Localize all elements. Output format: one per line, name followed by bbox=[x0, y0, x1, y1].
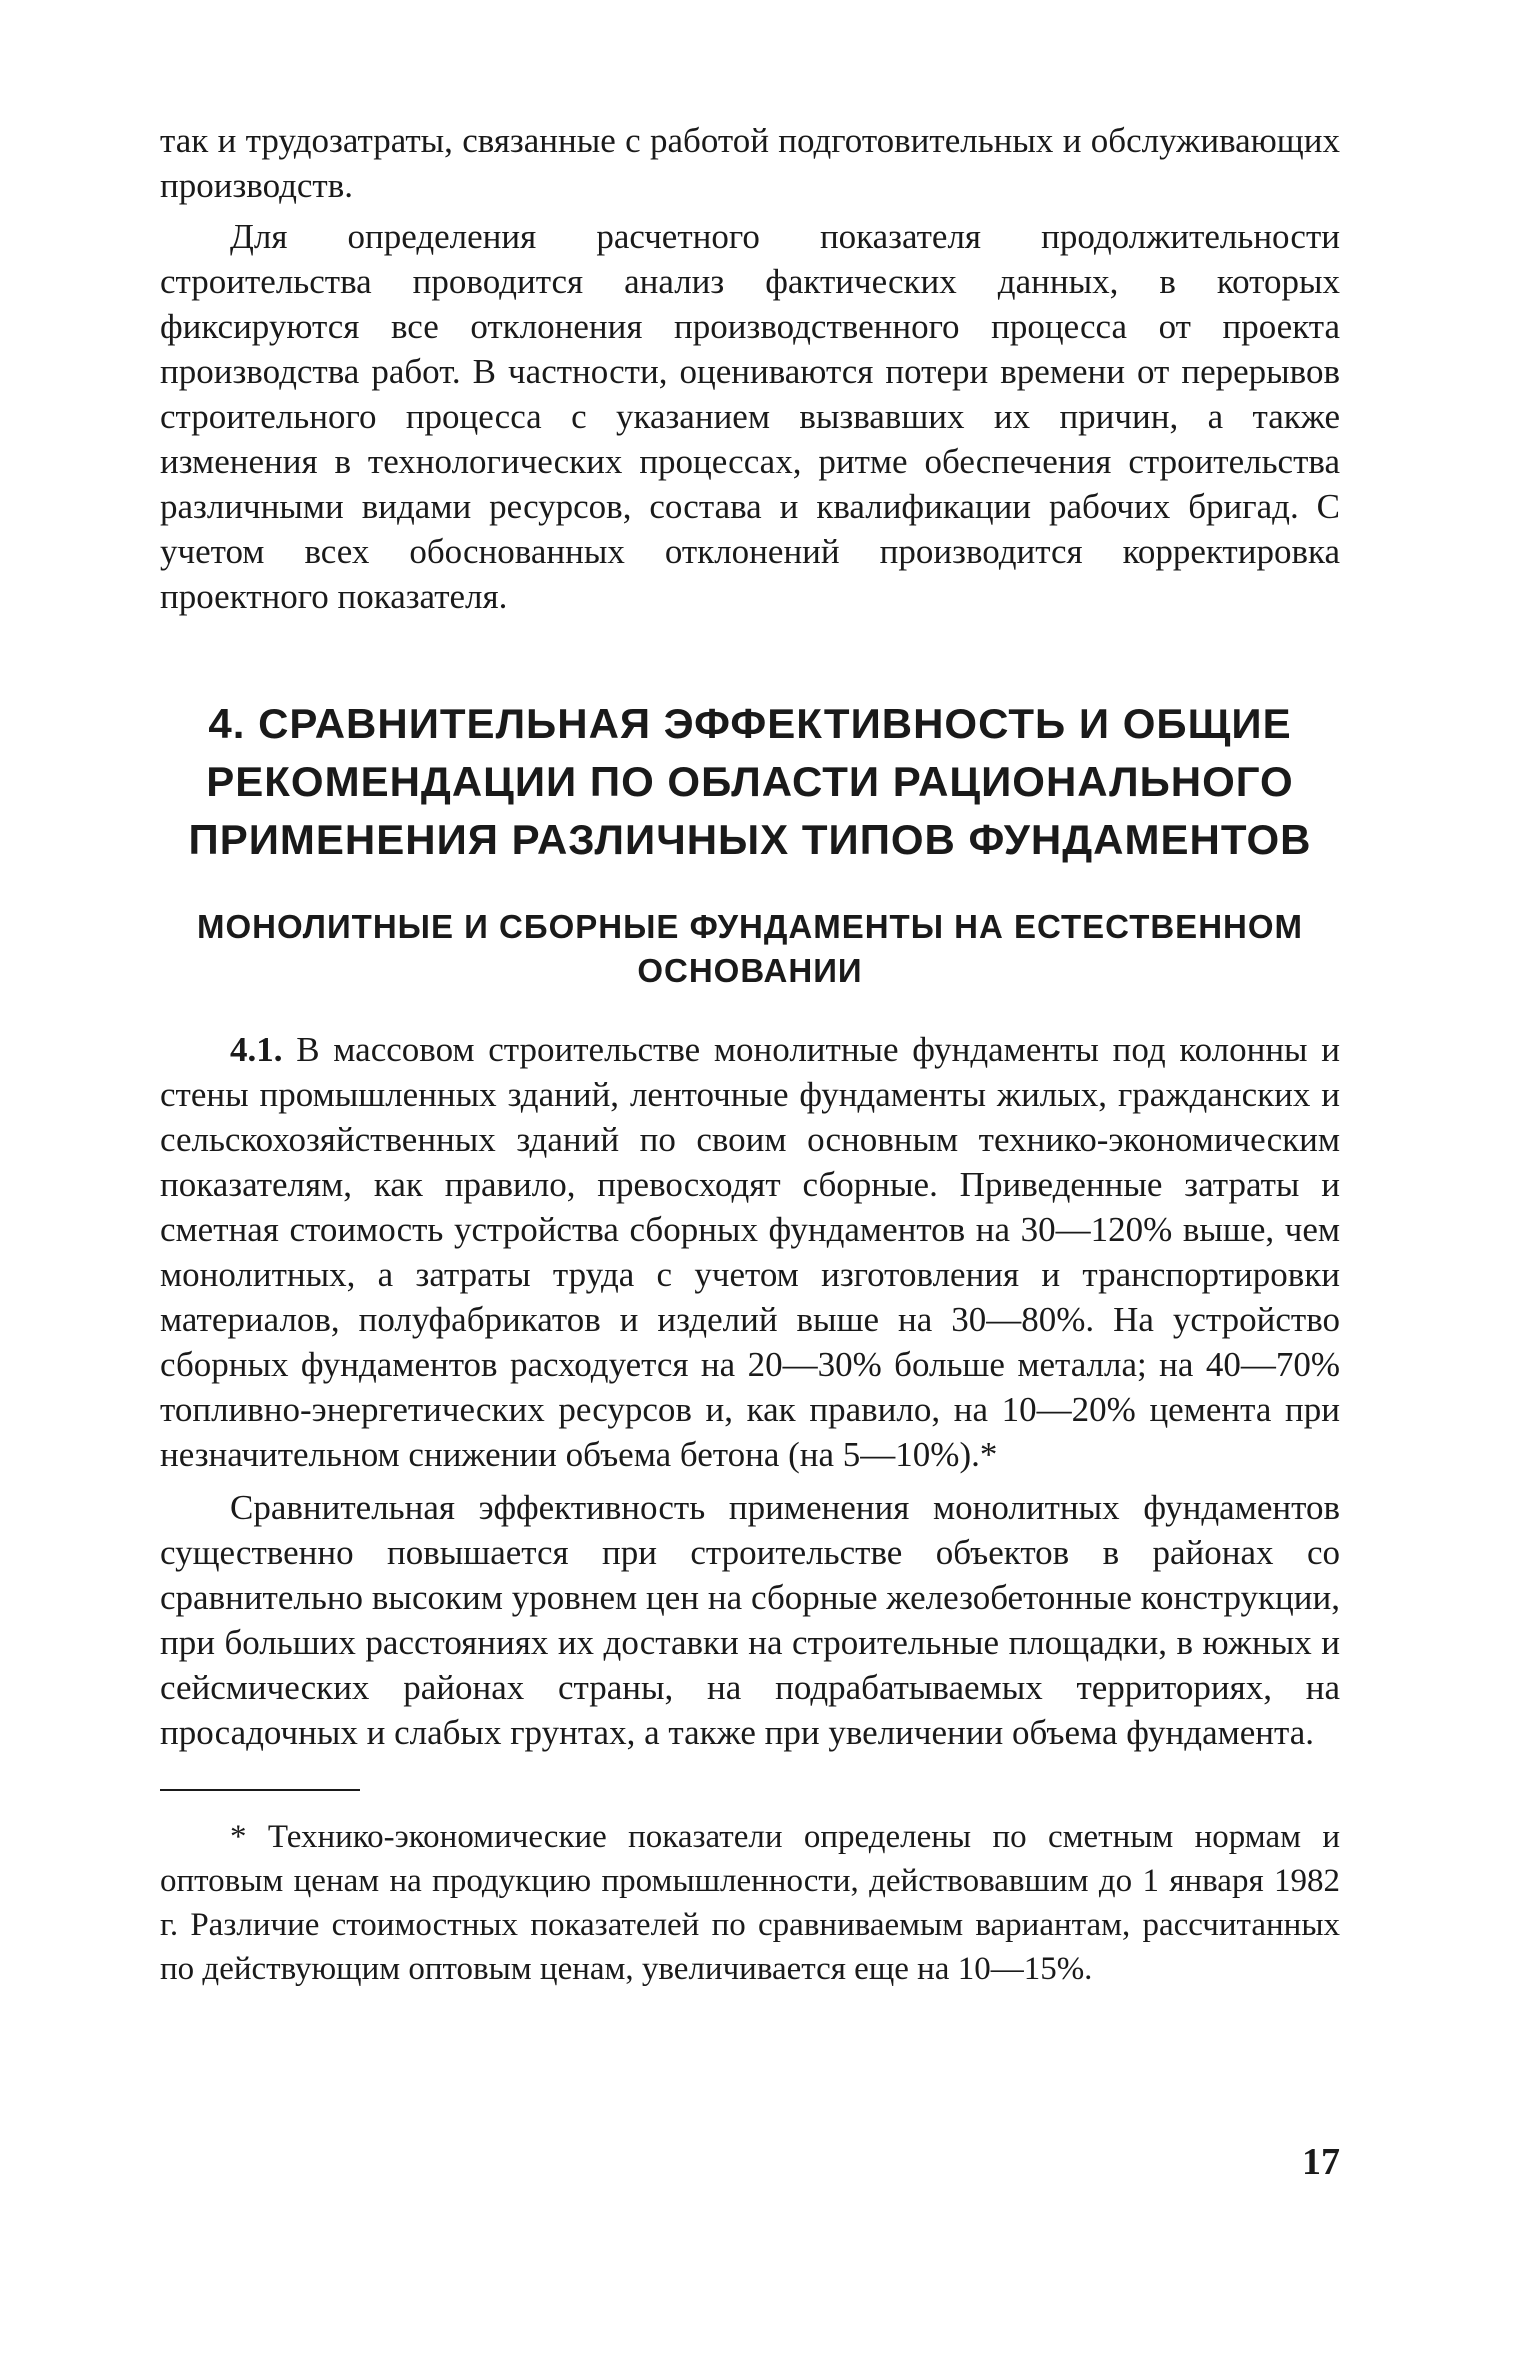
page-content bbox=[160, 118, 1340, 1991]
paragraph-4-1 bbox=[160, 1027, 1340, 1477]
footnote-divider bbox=[160, 1789, 360, 1791]
footnote: * Технико-экономические показатели определены по сметным нормам и оптовым ценам на продукцию промышленности, действовавшим до 1 января 1982 г. Различие стоимостных показателей по сравниваемым вариантам, рассчитанных по действующим оптовым ценам, увеличивается еще на 10—15%. bbox=[160, 1819, 1340, 1987]
paragraph-4-1-text: В массовом строительстве монолитные фундаменты под колонны и стены промышленных зданий, ленточные фундаменты жилых, гражданских и сельскохозяйственных зданий по своим основным технико-экономическим показателям, как правило, превосходят сборные. Приведенные затраты и сметная стоимость устройства сборных фундаментов на 30—120% выше, чем монолитных, а затраты труда с учетом изготовления и транспортировки материалов, полуфабрикатов и изделий выше на 30—80%. На устройство сборных фундаментов расходуется на 20—30% больше металла; на 40—70% топливно-энергетических ресурсов и, как правило, на 10—20% цемента при незначительном снижении объема бетона (на 5—10%).* bbox=[160, 1030, 1341, 1474]
subsection-title: МОНОЛИТНЫЕ И СБОРНЫЕ ФУНДАМЕНТЫ НА ЕСТЕСТВЕННОМ ОСНОВАНИИ bbox=[196, 908, 1304, 989]
paragraph-continuation: так и трудозатраты, связанные с работой подготовительных и обслуживающих производств. bbox=[160, 121, 1340, 205]
page-number: 17 bbox=[1302, 2141, 1340, 2183]
paragraph-duration-analysis: Для определения расчетного показателя продолжительности строительства проводится анализ фактических данных, в которых фиксируются все отклонения производственного процесса от проекта производства работ. В частности, оцениваются потери времени от перерывов строительного процесса с указанием вызвавших их причин, а также изменения в технологических процессах, ритме обеспечения строительства различными видами ресурсов, состава и квалификации рабочих бригад. С учетом всех обоснованных отклонений производится корректировка проектного показателя. bbox=[160, 217, 1340, 616]
section-title: 4. СРАВНИТЕЛЬНАЯ ЭФФЕКТИВНОСТЬ И ОБЩИЕ РЕКОМЕНДАЦИИ ПО ОБЛАСТИ РАЦИОНАЛЬНОГО ПРИМЕНЕНИЯ РАЗЛИЧНЫХ ТИПОВ ФУНДАМЕНТОВ bbox=[188, 700, 1312, 863]
paragraph-comparative-efficiency: Сравнительная эффективность применения монолитных фундаментов существенно повышается при строительстве объектов в районах со сравнительно высоким уровнем цен на сборные железобетонные конструкции, при больших расстояниях их доставки на строительные площадки, в южных и сейсмических районах страны, на подрабатываемых территориях, на просадочных и слабых грунтах, а также при увеличении объема фундамента. bbox=[160, 1488, 1340, 1752]
paragraph-number: 4.1. bbox=[230, 1030, 283, 1069]
